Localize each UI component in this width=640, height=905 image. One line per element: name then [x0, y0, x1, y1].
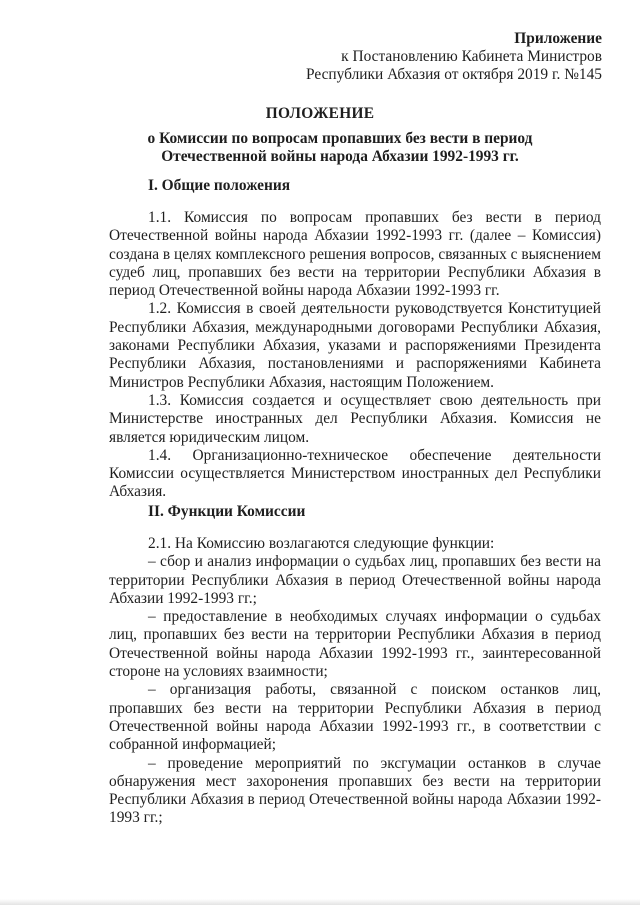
paragraph-1-1: 1.1. Комиссия по вопросам пропавших без вести в период Отечественной войны народа Абхазии 1992-1993 гг. (далее – Комиссия) создана в целях комплексного решения вопросов, связанных с выяснением судеб лиц, пропавших без вести на территории Республики Абхазия в период Отечественной войны народа Абхазии 1992-1993 гг.	[109, 209, 601, 300]
document-title: ПОЛОЖЕНИЕ	[265, 105, 375, 122]
section-heading-general: I. Общие положения	[148, 177, 291, 194]
section-body-functions	[109, 535, 601, 828]
scan-edge-shadow	[0, 899, 640, 905]
function-item: – сбор и анализ информации о судьбах лиц, пропавших без вести на территории Республики Абхазия в период Отечественной войны народа Абхазии 1992-1993 гг.;	[109, 553, 601, 607]
paragraph-1-3: 1.3. Комиссия создается и осуществляет свою деятельность при Министерстве иностранных дел Республики Абхазия. Комиссия не является юридическим лицом.	[109, 391, 601, 446]
paragraph-1-4: 1.4. Организационно-техническое обеспечение деятельности Комиссии осуществляется Министерством иностранных дел Республики Абхазия.	[109, 446, 601, 501]
section-body-general	[109, 209, 601, 502]
paragraph-1-2: 1.2. Комиссия в своей деятельности руководствуется Конституцией Республики Абхазия, международными договорами Республики Абхазия, законами Республики Абхазия, указами и распоряжениями Президента Республики Абхазия, постановлениями и распоряжениями Кабинета Министров Республики Абхазия, настоящим Положением.	[109, 300, 601, 391]
appendix-line-1: к Постановлению Кабинета Министров	[341, 48, 602, 65]
appendix-title: Приложение	[514, 30, 602, 47]
document-subtitle	[100, 130, 580, 166]
document-subtitle-line-2: Отечественной войны народа Абхазии 1992-1993 гг.	[161, 148, 519, 165]
appendix-header	[306, 30, 602, 84]
function-item: – организация работы, связанной с поиском останков лиц, пропавших без вести на территории Республики Абхазия в период Отечественной войны народа Абхазии 1992-1993 гг., в соответствии с собранной информацией;	[109, 681, 601, 754]
document-subtitle-line-1: о Комиссии по вопросам пропавших без вести в период	[147, 130, 533, 147]
paragraph-2-1: 2.1. На Комиссию возлагаются следующие функции:	[148, 535, 495, 552]
function-item: – проведение мероприятий по эксгумации останков в случае обнаружения мест захоронения пропавших без вести на территории Республики Абхазия в период Отечественной войны народа Абхазии 1992-1993 гг.;	[109, 754, 601, 827]
section-heading-functions: II. Функции Комиссии	[148, 503, 306, 520]
function-item: – предоставление в необходимых случаях информации о судьбах лиц, пропавших без вести на территории Республики Абхазия в период Отечественной войны народа Абхазии 1992-1993 гг., заинтересованной стороне на условиях взаимности;	[109, 608, 601, 681]
appendix-line-2: Республики Абхазия от октября 2019 г. №145	[306, 66, 602, 83]
